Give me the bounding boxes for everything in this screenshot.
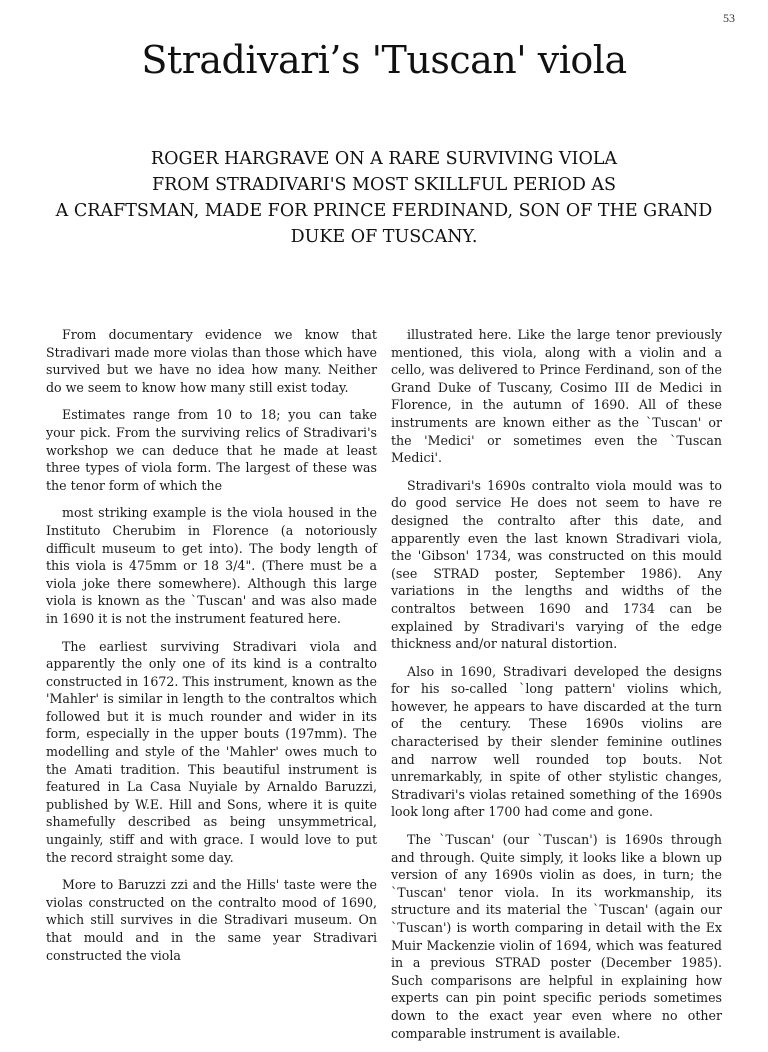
- left-text-column: [46, 326, 377, 974]
- body-paragraph: The `Tuscan' (our `Tuscan') is 1690s through and through. Quite simply, it looks like a blown up version of any 1690s violin as does, in turn; the `Tuscan' tenor viola. In its workmanship, its structure and its material the `Tuscan' (again our `Tuscan') is worth comparing in detail with the Ex Muir Mackenzie violin of 1694, which was featured in a previous STRAD poster (December 1985). Such comparisons are helpful in explaining how experts can pin point specific periods sometimes down to the exact year even where no other comparable instrument is available.: [391, 832, 722, 1041]
- article-standfirst: [40, 146, 728, 250]
- page-number: 53: [723, 11, 735, 25]
- body-paragraph: illustrated here. Like the large tenor previously mentioned, this viola, along with a violin and a cello, was delivered to Prince Ferdinand, son of the Grand Duke of Tuscany, Cosimo III de Medici in Florence, in the autumn of 1690. All of these instruments are known either as the `Tuscan' or the 'Medici' or sometimes even the `Tuscan Medici'.: [391, 327, 722, 466]
- body-paragraph: Also in 1690, Stradivari developed the designs for his so-called `long pattern' violins which, however, he appears to have discarded at the turn of the century. These 1690s violins are characterised by their slender feminine outlines and narrow well rounded top bouts. Not unremarkably, in spite of other stylistic changes, Stradivari's violas retained something of the 1690s look long after 1700 had come and gone.: [391, 663, 722, 820]
- body-paragraph: The earliest surviving Stradivari viola and apparently the only one of its kind is a contralto constructed in 1672. This instrument, known as the 'Mahler' is similar in length to the contraltos which followed but it is much rounder and wider in its form, especially in the upper bouts (197mm). The modelling and style of the 'Mahler' owes much to the Amati tradition. This beautiful instrument is featured in La Casa Nuyiale by Arnaldo Baruzzi, published by W.E. Hill and Sons, where it is quite shamefully described as being unsymmetrical, ungainly, stiff and with grace. I would love to put the record straight some day.: [46, 638, 377, 865]
- standfirst-line: A CRAFTSMAN, MADE FOR PRINCE FERDINAND, SON OF THE GRAND: [55, 201, 713, 221]
- standfirst-line: FROM STRADIVARI'S MOST SKILLFUL PERIOD AS: [151, 175, 617, 195]
- right-text-column: [391, 326, 722, 1052]
- body-paragraph: most striking example is the viola housed in the Instituto Cherubim in Florence (a notoriously difficult museum to get into). The body length of this viola is 475mm or 18 3/4". (There must be a viola joke there somewhere). Although this large viola is known as the `Tuscan' and was also made in 1690 it is not the instrument featured here.: [46, 505, 377, 626]
- article-title: Stradivari’s 'Tuscan' viola: [141, 38, 627, 82]
- standfirst-line: DUKE OF TUSCANY.: [290, 227, 478, 247]
- body-paragraph: Stradivari's 1690s contralto viola mould was to do good service He does not seem to have re designed the contralto after this date, and apparently even the last known Stradivari viola, the 'Gibson' 1734, was constructed on this mould (see STRAD poster, September 1986). Any variations in the lengths and widths of the contraltos between 1690 and 1734 can be explained by Stradivari's varying of the edge thickness and/or natural distortion.: [391, 477, 722, 652]
- body-paragraph: More to Baruzzi zzi and the Hills' taste were the violas constructed on the contralto mood of 1690, which still survives in die Stradivari museum. On that mould and in the same year Stradivari constructed the viola: [46, 877, 377, 963]
- body-paragraph: Estimates range from 10 to 18; you can take your pick. From the surviving relics of Stradivari's workshop we can deduce that he made at least three types of viola form. The largest of these was the tenor form of which the: [46, 407, 377, 493]
- body-paragraph: From documentary evidence we know that Stradivari made more violas than those which have survived but we have no idea how many. Neither do we seem to know how many still exist today.: [46, 327, 377, 395]
- standfirst-line: ROGER HARGRAVE ON A RARE SURVIVING VIOLA: [150, 149, 618, 169]
